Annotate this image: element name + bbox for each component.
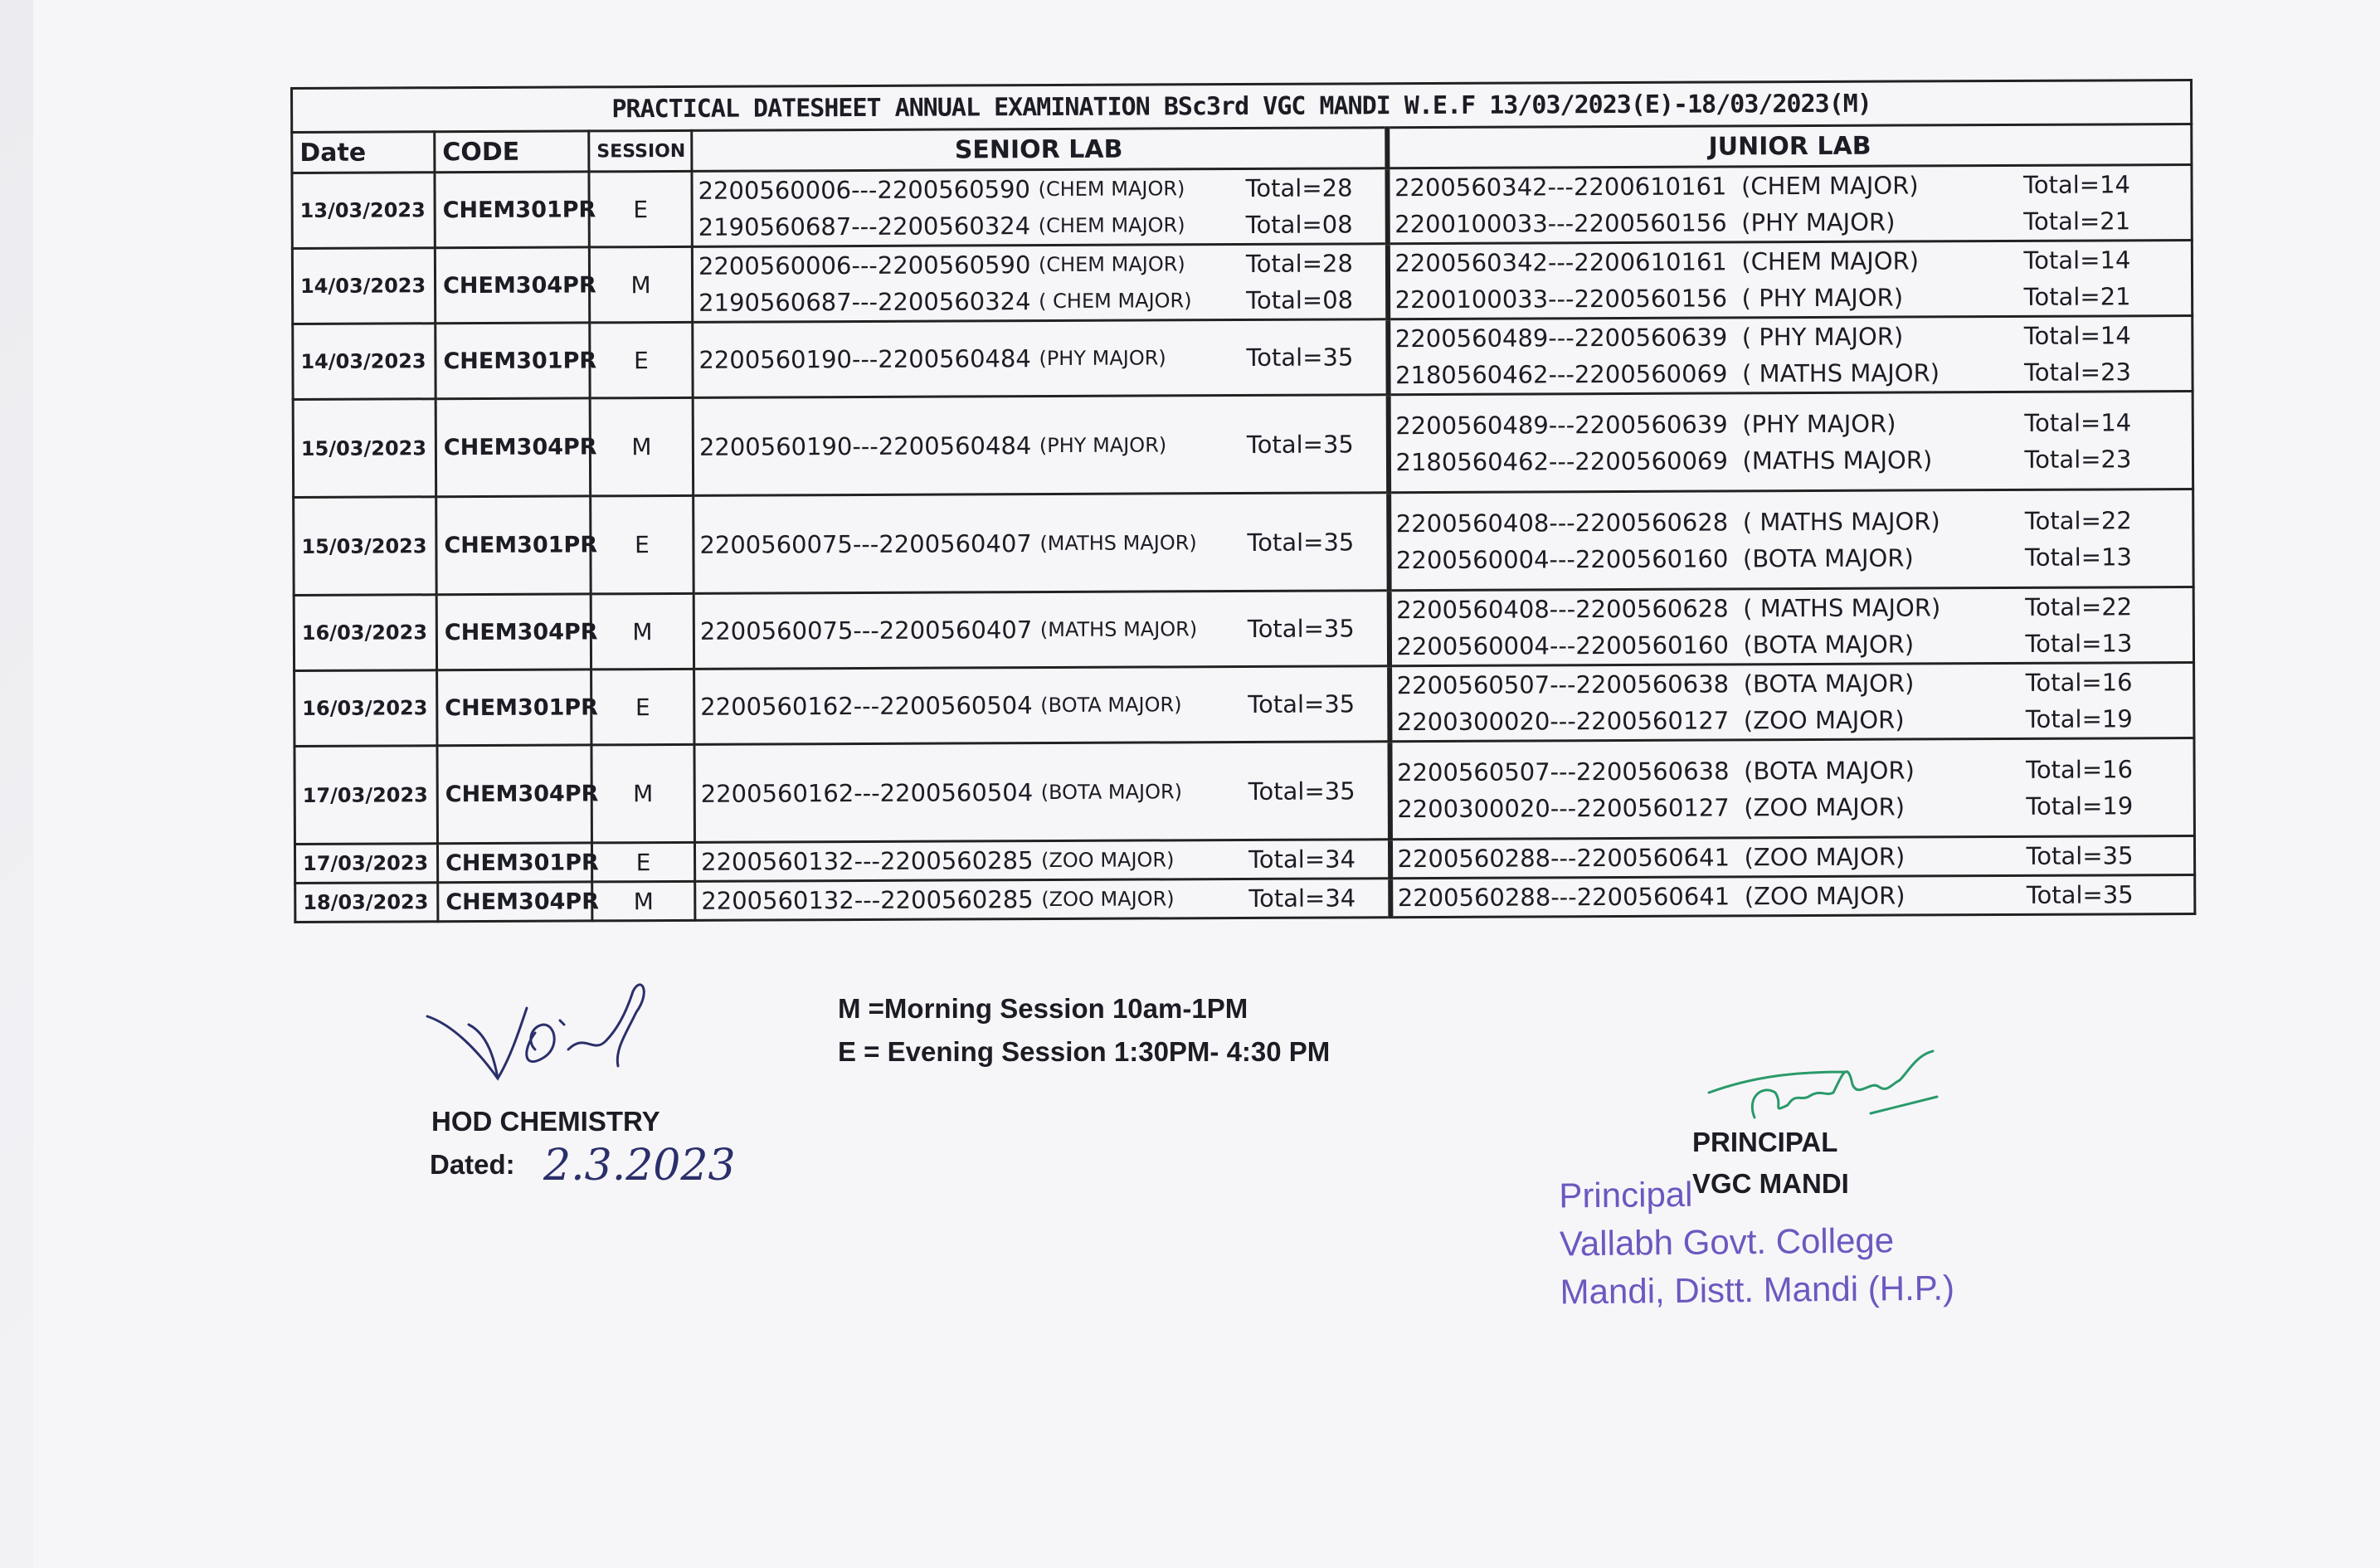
entry-total: Total=13 — [2025, 629, 2133, 658]
junior-lab-cell — [1389, 587, 2193, 665]
senior-lab-cell — [693, 395, 1389, 496]
dated-label: Dated: — [430, 1149, 515, 1180]
entry-range: 2200560408---2200560628 — [1395, 507, 1729, 538]
entry-major: ( PHY MAJOR) — [1741, 322, 1904, 352]
entry-total: Total=13 — [2024, 542, 2133, 572]
session-legend — [838, 987, 1330, 1074]
principal-title: PRINCIPAL — [1692, 1127, 1838, 1157]
entry-major: (PHY MAJOR) — [1742, 409, 1896, 438]
entry-range: 2200560132---2200560285 — [701, 846, 1034, 876]
entry-major: (BOTA MAJOR) — [1743, 630, 1915, 660]
entry-total: Total=14 — [2023, 321, 2131, 350]
senior-lab-entry — [701, 879, 1383, 919]
row-session: E — [591, 495, 694, 594]
row-code: CHEM301PR — [437, 670, 591, 746]
entry-total: Total=23 — [2023, 358, 2132, 387]
junior-lab-entry — [1394, 202, 2186, 242]
senior-lab-cell — [693, 319, 1388, 398]
header-senior-lab: SENIOR LAB — [692, 128, 1387, 172]
senior-lab-entry — [701, 772, 1383, 812]
entry-major: (ZOO MAJOR) — [1744, 881, 1905, 911]
entry-total: Total=22 — [2025, 592, 2133, 621]
junior-lab-cell — [1389, 489, 2194, 590]
row-session: E — [591, 842, 694, 882]
entry-range: 2200560507---2200560638 — [1396, 670, 1730, 700]
junior-lab-entry — [1397, 787, 2188, 827]
header-code: CODE — [435, 131, 589, 173]
table-row — [292, 240, 2192, 324]
senior-lab-cell — [694, 742, 1390, 843]
entry-range: 2200100033---2200560156 — [1394, 208, 1727, 239]
entry-total: Total=34 — [1248, 884, 1356, 913]
entry-range: 2200560342---2200610161 — [1394, 172, 1727, 202]
entry-range: 2200560075---2200560407 — [699, 616, 1033, 645]
junior-lab-cell — [1387, 165, 2192, 244]
entry-major: (BOTA MAJOR) — [1040, 779, 1183, 804]
dated-value: 2.3.2023 — [543, 1141, 736, 1191]
entry-total: Total=19 — [2025, 704, 2133, 733]
college-stamp — [1559, 1168, 1954, 1317]
entry-major: (ZOO MAJOR) — [1744, 792, 1905, 821]
junior-lab-entry — [1395, 404, 2187, 444]
stamp-line-1: Principal — [1559, 1174, 1693, 1215]
senior-lab-entry — [698, 281, 1380, 321]
table-row — [293, 315, 2193, 399]
entry-major: ( MATHS MAJOR) — [1743, 593, 1941, 623]
row-date: 15/03/2023 — [293, 399, 436, 498]
entry-major: (MATHS MAJOR) — [1039, 617, 1198, 642]
entry-range: 2190560687---2200560324 — [698, 212, 1031, 241]
entry-range: 2180560462---2200560069 — [1394, 359, 1728, 390]
entry-major: (BOTA MAJOR) — [1742, 543, 1914, 572]
entry-range: 2200300020---2200560127 — [1397, 792, 1730, 823]
entry-total: Total=16 — [2025, 668, 2133, 697]
senior-lab-entry — [698, 245, 1380, 285]
header-session: SESSION — [589, 130, 692, 172]
entry-major: (ZOO MAJOR) — [1041, 848, 1175, 873]
table-row — [294, 662, 2194, 746]
row-session: M — [589, 246, 692, 323]
entry-range: 2180560462---2200560069 — [1395, 446, 1728, 476]
senior-lab-entry — [698, 338, 1380, 378]
junior-lab-entry — [1397, 700, 2188, 740]
senior-lab-cell — [695, 879, 1390, 921]
hod-signature — [419, 975, 693, 1099]
entry-total: Total=14 — [2023, 246, 2131, 275]
entry-total: Total=28 — [1245, 249, 1353, 278]
row-date: 17/03/2023 — [294, 746, 438, 845]
entry-range: 2190560687---2200560324 — [698, 287, 1031, 317]
entry-range: 2200560004---2200560160 — [1395, 543, 1729, 574]
entry-total: Total=19 — [2026, 791, 2134, 821]
row-date: 13/03/2023 — [292, 173, 435, 249]
entry-range: 2200560075---2200560407 — [699, 528, 1032, 559]
entry-major: ( CHEM MAJOR) — [1039, 289, 1192, 314]
entry-major: ( MATHS MAJOR) — [1742, 506, 1940, 536]
row-session: M — [590, 397, 694, 496]
entry-major: (MATHS MAJOR) — [1742, 445, 1933, 475]
entry-major: (PHY MAJOR) — [1039, 346, 1166, 371]
entry-range: 2200560408---2200560628 — [1396, 594, 1729, 625]
junior-lab-entry — [1397, 664, 2188, 704]
row-code: CHEM304PR — [438, 882, 592, 922]
entry-total: Total=35 — [1246, 343, 1354, 372]
entry-range: 2200560190---2200560484 — [698, 344, 1031, 374]
entry-total: Total=21 — [2023, 282, 2131, 311]
entry-total: Total=35 — [1247, 527, 1355, 557]
entry-range: 2200560190---2200560484 — [698, 431, 1032, 461]
junior-lab-entry — [1395, 278, 2187, 318]
datesheet-table — [290, 79, 2196, 923]
senior-lab-cell — [694, 591, 1389, 670]
entry-total: Total=34 — [1248, 845, 1356, 874]
entry-range: 2200560132---2200560285 — [701, 885, 1034, 915]
junior-lab-entry — [1395, 317, 2187, 357]
entry-major: (PHY MAJOR) — [1039, 432, 1167, 457]
row-session: E — [591, 669, 694, 745]
junior-lab-entry — [1395, 353, 2187, 393]
entry-major: (CHEM MAJOR) — [1038, 213, 1185, 238]
row-code: CHEM304PR — [435, 247, 589, 324]
junior-lab-cell — [1390, 738, 2195, 839]
entry-range: 2200300020---2200560127 — [1396, 706, 1730, 737]
row-date: 14/03/2023 — [292, 248, 435, 324]
hod-designation: HOD CHEMISTRY — [431, 1106, 660, 1137]
entry-total: Total=16 — [2026, 754, 2134, 784]
entry-range: 2200560004---2200560160 — [1396, 631, 1729, 661]
senior-lab-entry — [700, 610, 1382, 650]
entry-major: (CHEM MAJOR) — [1038, 252, 1185, 277]
entry-total: Total=28 — [1245, 173, 1353, 202]
entry-major: (MATHS MAJOR) — [1039, 530, 1197, 555]
entry-major: (BOTA MAJOR) — [1040, 693, 1182, 718]
principal-signature — [1705, 1047, 1945, 1126]
entry-range: 2200560288---2200560641 — [1397, 882, 1730, 913]
entry-major: (ZOO MAJOR) — [1744, 842, 1905, 872]
entry-range: 2200560006---2200560590 — [698, 175, 1031, 205]
senior-lab-cell — [694, 840, 1390, 882]
junior-lab-entry — [1396, 538, 2188, 578]
row-session: M — [592, 881, 695, 921]
entry-total: Total=14 — [2024, 407, 2132, 437]
table-row — [292, 165, 2192, 249]
entry-range: 2200560288---2200560641 — [1397, 843, 1730, 874]
entry-range: 2200560489---2200560639 — [1394, 323, 1728, 353]
junior-lab-cell — [1390, 662, 2194, 741]
senior-lab-entry — [698, 169, 1380, 209]
entry-major: (CHEM MAJOR) — [1741, 246, 1920, 276]
entry-total: Total=35 — [2026, 880, 2134, 909]
header-date: Date — [292, 132, 435, 173]
entry-major: (CHEM MAJOR) — [1038, 177, 1185, 202]
junior-lab-cell — [1390, 835, 2194, 878]
senior-lab-entry — [699, 523, 1381, 563]
table-row — [294, 489, 2194, 595]
table-title: PRACTICAL DATESHEET ANNUAL EXAMINATION BSc3rd VGC MANDI W.E.F 13/03/2023(E)-18/03/2023(M) — [292, 80, 2192, 133]
entry-major: (BOTA MAJOR) — [1744, 755, 1915, 785]
row-session: M — [591, 744, 695, 843]
entry-total: Total=14 — [2022, 170, 2131, 199]
row-session: E — [589, 171, 692, 247]
header-junior-lab: JUNIOR LAB — [1387, 124, 2192, 168]
entry-range: 2200560162---2200560504 — [700, 691, 1033, 721]
junior-lab-entry — [1397, 751, 2188, 791]
entry-total: Total=22 — [2024, 505, 2132, 535]
table-body — [292, 165, 2195, 923]
entry-range: 2200100033---2200560156 — [1394, 284, 1728, 314]
junior-lab-entry — [1396, 502, 2188, 542]
senior-lab-entry — [699, 426, 1381, 465]
table-row — [295, 874, 2195, 922]
entry-total: Total=35 — [2026, 841, 2134, 870]
entry-total: Total=35 — [1248, 689, 1355, 718]
row-code: CHEM301PR — [435, 172, 589, 248]
entry-major: (ZOO MAJOR) — [1743, 705, 1905, 735]
row-code: CHEM304PR — [436, 398, 591, 497]
senior-lab-cell — [692, 168, 1387, 247]
entry-range: 2200560162---2200560504 — [700, 777, 1034, 808]
row-code: CHEM301PR — [436, 496, 591, 595]
entry-major: ( MATHS MAJOR) — [1741, 358, 1940, 388]
entry-range: 2200560489---2200560639 — [1395, 409, 1728, 440]
table-row — [294, 587, 2193, 670]
entry-major: (ZOO MAJOR) — [1041, 887, 1175, 912]
legend-morning: M =Morning Session 10am-1PM — [838, 993, 1248, 1024]
junior-lab-entry — [1394, 241, 2186, 281]
row-date: 15/03/2023 — [294, 497, 437, 596]
junior-lab-cell — [1388, 315, 2193, 394]
junior-lab-cell — [1390, 874, 2195, 917]
row-session: E — [590, 322, 693, 398]
row-code: CHEM304PR — [437, 745, 592, 844]
row-code: CHEM304PR — [436, 594, 591, 670]
junior-lab-cell — [1388, 391, 2193, 492]
entry-range: 2200560507---2200560638 — [1397, 756, 1730, 786]
senior-lab-entry — [701, 840, 1383, 880]
row-date: 18/03/2023 — [295, 883, 438, 923]
table-row — [294, 738, 2195, 844]
legend-evening: E = Evening Session 1:30PM- 4:30 PM — [838, 1036, 1331, 1067]
stamp-line-3: Mandi, Distt. Mandi (H.P.) — [1560, 1268, 1955, 1312]
senior-lab-cell — [692, 244, 1387, 323]
row-date: 14/03/2023 — [293, 324, 436, 400]
junior-lab-entry — [1396, 588, 2188, 628]
junior-lab-entry — [1394, 166, 2186, 206]
senior-lab-entry — [700, 685, 1382, 725]
entry-total: Total=35 — [1247, 614, 1355, 643]
entry-total: Total=21 — [2023, 207, 2131, 236]
entry-range: 2200560006---2200560590 — [698, 251, 1031, 280]
senior-lab-entry — [698, 206, 1380, 246]
entry-range: 2200560342---2200610161 — [1394, 247, 1727, 278]
entry-total: Total=23 — [2024, 444, 2132, 474]
row-code: CHEM301PR — [437, 843, 591, 883]
junior-lab-cell — [1387, 240, 2192, 319]
entry-major: (PHY MAJOR) — [1741, 207, 1896, 237]
table-row — [293, 391, 2193, 497]
junior-lab-entry — [1397, 837, 2188, 877]
row-date: 16/03/2023 — [294, 595, 436, 671]
junior-lab-entry — [1396, 625, 2188, 665]
entry-total: Total=35 — [1248, 776, 1355, 806]
row-date: 17/03/2023 — [294, 844, 437, 884]
stamp-line-2: Vallabh Govt. College — [1559, 1220, 1895, 1264]
entry-total: Total=08 — [1245, 210, 1353, 239]
entry-major: ( PHY MAJOR) — [1741, 283, 1904, 313]
entry-total: Total=35 — [1246, 429, 1354, 459]
senior-lab-cell — [694, 493, 1390, 594]
principal-place: VGC MANDI — [1692, 1168, 1849, 1199]
junior-lab-entry — [1398, 876, 2189, 916]
row-session: M — [591, 593, 694, 670]
entry-major: (BOTA MAJOR) — [1743, 669, 1915, 699]
entry-total: Total=08 — [1246, 285, 1354, 314]
junior-lab-entry — [1395, 441, 2187, 480]
row-code: CHEM301PR — [436, 323, 590, 399]
entry-major: (CHEM MAJOR) — [1740, 171, 1919, 201]
row-date: 16/03/2023 — [294, 670, 437, 747]
senior-lab-cell — [694, 666, 1390, 745]
